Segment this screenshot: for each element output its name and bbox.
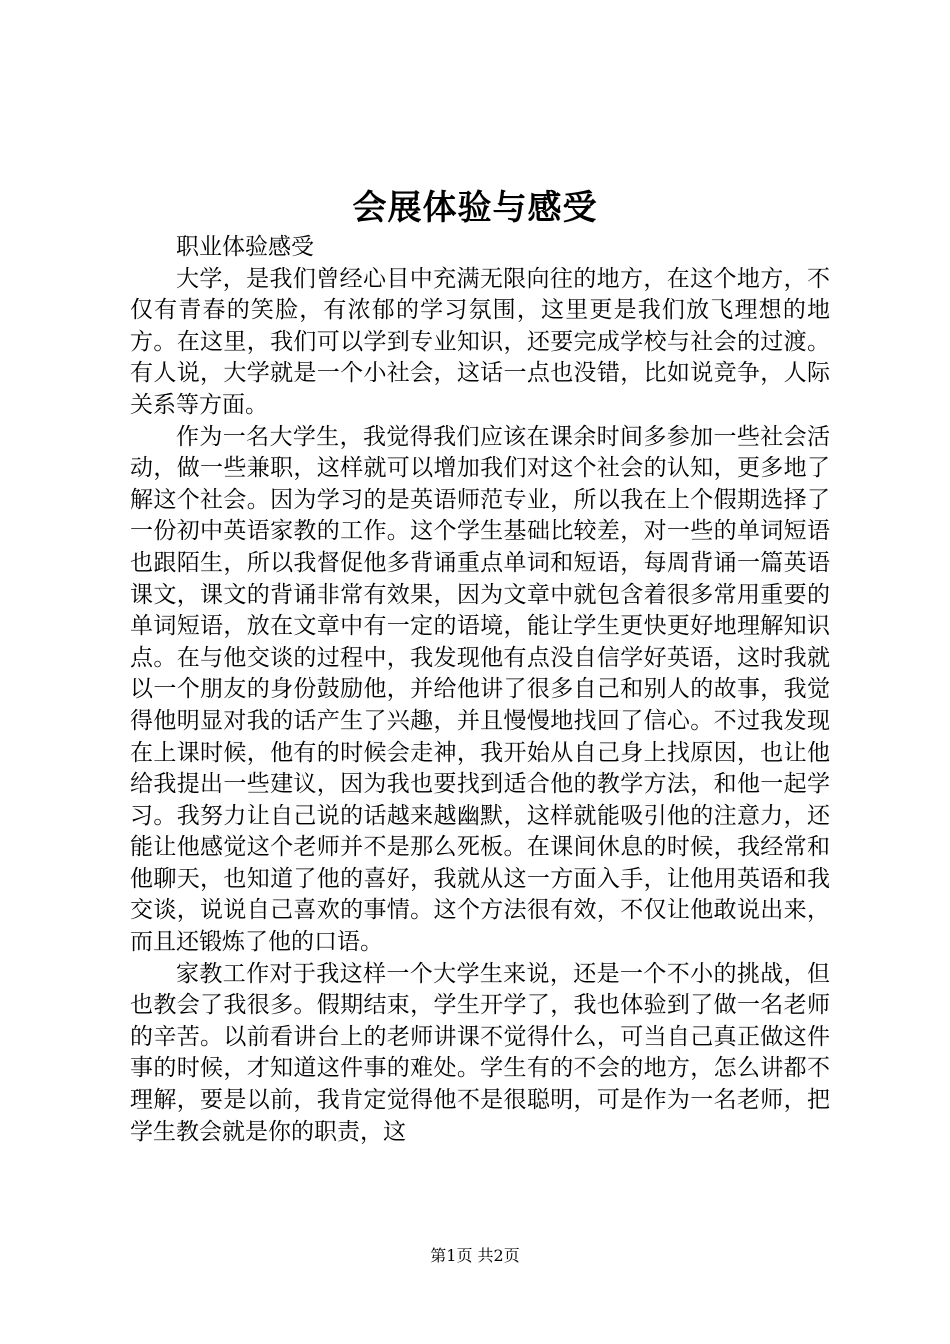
document-title: 会展体验与感受 — [352, 188, 598, 228]
page-footer — [0, 1244, 950, 1268]
document-body — [130, 232, 830, 1148]
paragraph-3: 家教工作对于我这样一个大学生来说，还是一个不小的挑战，但也教会了我很多。假期结束，学生开学了，我也体验到了做一名老师的辛苦。以前看讲台上的老师讲课不觉得什么，可当自己真正做这件事的时候，才知道这件事的难处。学生有的不会的地方，怎么讲都不理解，要是以前，我肯定觉得他不是很聪明，可是作为一名老师，把学生教会就是你的职责，这 — [130, 960, 830, 1145]
paragraph-subtitle: 职业体验感受 — [176, 234, 314, 260]
paragraph-1: 大学，是我们曾经心目中充满无限向往的地方，在这个地方，不仅有青春的笑脸，有浓郁的学习氛围，这里更是我们放飞理想的地方。在这里，我们可以学到专业知识，还要完成学校与社会的过渡。有人说，大学就是一个小社会，这话一点也没错，比如说竞争，人际关系等方面。 — [130, 265, 830, 418]
paragraph-2: 作为一名大学生，我觉得我们应该在课余时间多参加一些社会活动，做一些兼职，这样就可以增加我们对这个社会的认知，更多地了解这个社会。因为学习的是英语师范专业，所以我在上个假期选择了一份初中英语家教的工作。这个学生基础比较差，对一些的单词短语也跟陌生，所以我督促他多背诵重点单词和短语，每周背诵一篇英语课文，课文的背诵非常有效果，因为文章中就包含着很多常用重要的单词短语，放在文章中有一定的语境，能让学生更快更好地理解知识点。在与他交谈的过程中，我发现他有点没自信学好英语，这时我就以一个朋友的身份鼓励他，并给他讲了很多自己和别人的故事，我觉得他明显对我的话产生了兴趣，并且慢慢地找回了信心。不过我发现在上课时候，他有的时候会走神，我开始从自己身上找原因，也让他给我提出一些建议，因为我也要找到适合他的教学方法，和他一起学习。我努力让自己说的话越来越幽默，这样就能吸引他的注意力，还能让他感觉这个老师并不是那么死板。在课间休息的时候，我经常和他聊天，也知道了他的喜好，我就从这一方面入手，让他用英语和我交谈，说说自己喜欢的事情。这个方法很有效，不仅让他敢说出来，而且还锻炼了他的口语。 — [130, 423, 830, 956]
page-indicator: 第1页 共2页 — [430, 1246, 520, 1265]
